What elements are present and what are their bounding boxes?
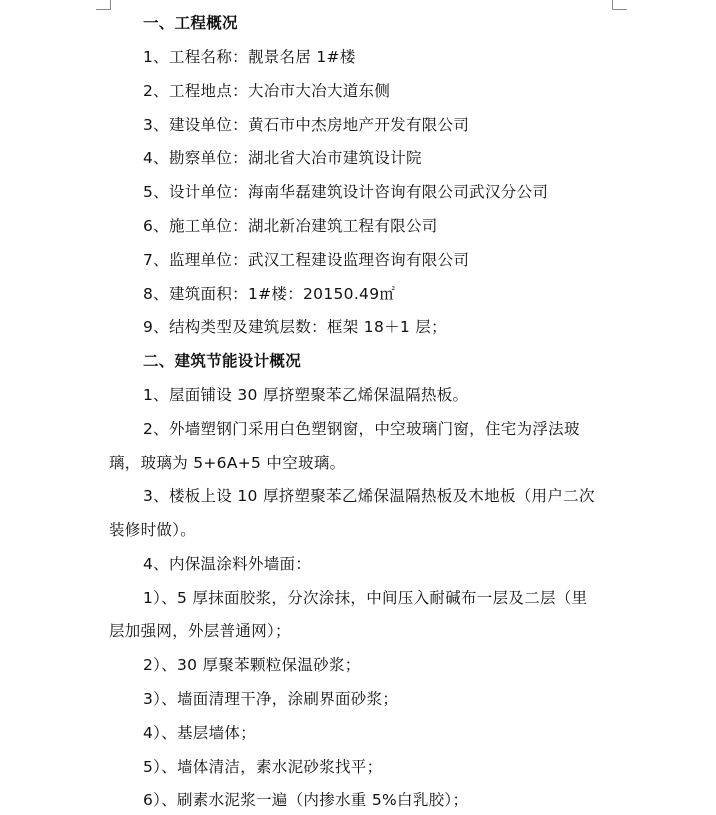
margin-corner-mark-right — [612, 0, 627, 10]
paragraph-line: 层加强网，外层普通网）； — [109, 622, 291, 640]
paragraph-line: 8、建筑面积：1#楼：20150.49㎡ — [143, 285, 396, 303]
paragraph-line: 5）、墙体清洁，素水泥砂浆找平； — [143, 758, 383, 776]
paragraph-line: 1）、5 厚抹面胶浆，分次涂抹，中间压入耐碱布一层及二层（里 — [143, 589, 588, 607]
margin-corner-mark-left — [96, 0, 111, 10]
paragraph-line: 4、勘察单位：湖北省大冶市建筑设计院 — [143, 149, 422, 167]
paragraph-line: 2、工程地点：大冶市大冶大道东侧 — [143, 82, 391, 100]
paragraph-line: 1、工程名称：靓景名居 1#楼 — [143, 48, 356, 66]
paragraph-line: 4、内保温涂料外墙面： — [143, 555, 312, 573]
paragraph-line: 3、楼板上设 10 厚挤塑聚苯乙烯保温隔热板及木地板（用户二次 — [143, 487, 595, 505]
paragraph-line: 4）、基层墙体； — [143, 724, 257, 742]
section-heading: 二、建筑节能设计概况 — [143, 352, 302, 370]
paragraph-line: 璃，玻璃为 5+6A+5 中空玻璃。 — [109, 454, 346, 472]
paragraph-line: 1、屋面铺设 30 厚挤塑聚苯乙烯保温隔热板。 — [143, 386, 469, 404]
paragraph-line: 2、外墙塑钢门采用白色塑钢窗，中空玻璃门窗，住宅为浮法玻 — [143, 420, 580, 438]
paragraph-line: 装修时做）。 — [109, 521, 197, 539]
paragraph-line: 2）、30 厚聚苯颗粒保温砂浆； — [143, 656, 361, 674]
paragraph-line: 3、建设单位：黄石市中杰房地产开发有限公司 — [143, 116, 470, 134]
paragraph-line: 6）、刷素水泥浆一遍（内掺水重 5%白乳胶）； — [143, 791, 469, 809]
paragraph-line: 5、设计单位：海南华磊建筑设计咨询有限公司武汉分公司 — [143, 183, 549, 201]
section-heading: 一、工程概况 — [143, 14, 238, 32]
paragraph-line: 6、施工单位：湖北新冶建筑工程有限公司 — [143, 217, 438, 235]
paragraph-line: 3）、墙面清理干净，涂刷界面砂浆； — [143, 690, 399, 708]
paragraph-line: 7、监理单位：武汉工程建设监理咨询有限公司 — [143, 251, 470, 269]
paragraph-line: 9、结构类型及建筑层数：框架 18＋1 层； — [143, 318, 447, 336]
